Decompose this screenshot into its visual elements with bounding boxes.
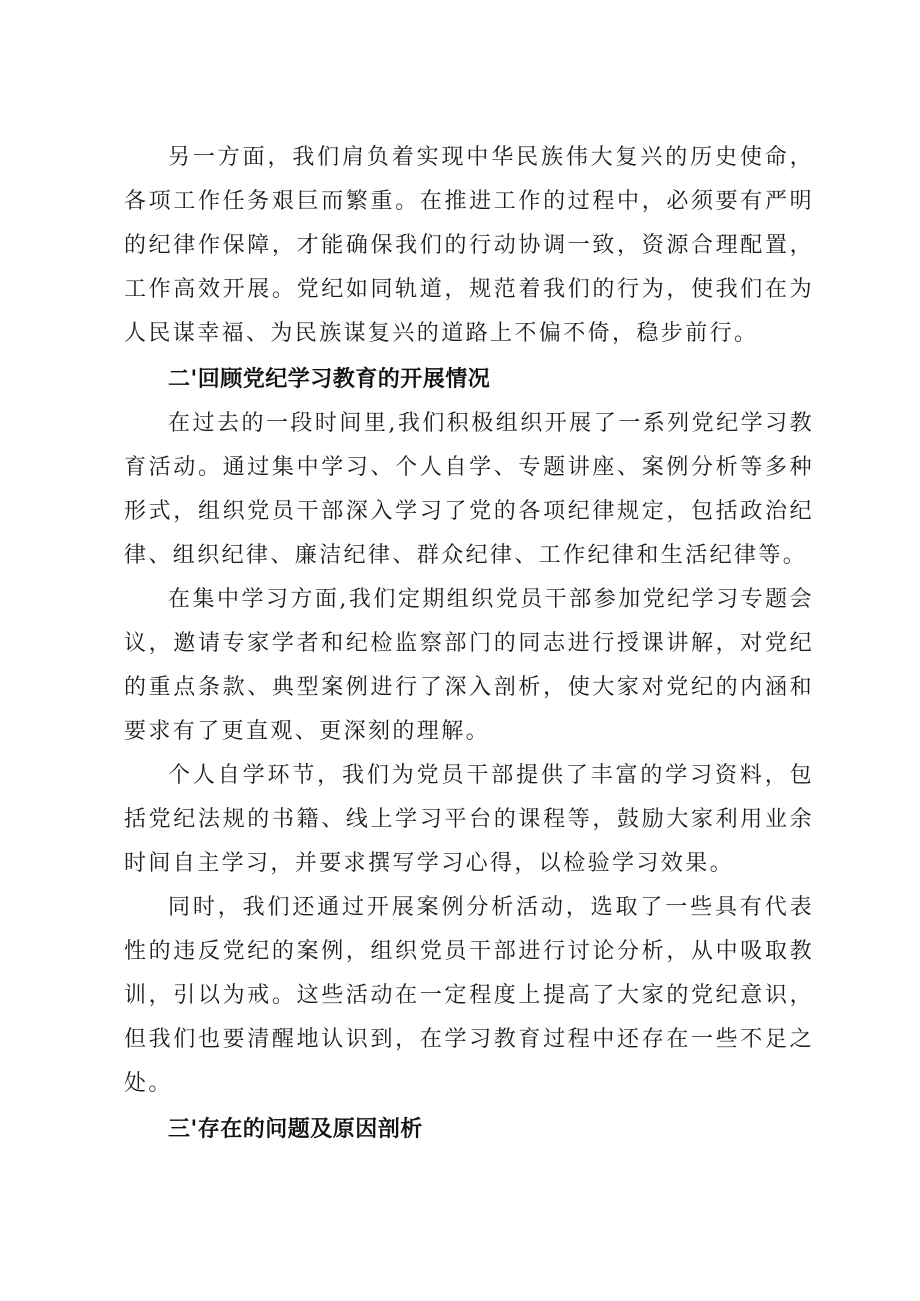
paragraph-case-analysis: 同时，我们还通过开展案例分析活动，选取了一些具有代表性的违反党纪的案例，组织党员干部进行讨论分析，从中吸取教训，引以为戒。这些活动在一定程度上提高了大家的党纪意识，但我们也要清醒地认识到，在学习教育过程中还存在一些不足之处。: [124, 895, 814, 1096]
section-heading-2: 二'回顾党纪学习教育的开展情况: [168, 367, 491, 392]
paragraph-self-study: 个人自学环节，我们为党员干部提供了丰富的学习资料，包括党纪法规的书籍、线上学习平台的课程等，鼓励大家利用业余时间自主学习，并要求撰写学习心得，以检验学习效果。: [124, 763, 814, 876]
section-heading-3: 三'存在的问题及原因剖析: [168, 1117, 423, 1142]
paragraph-education-overview: 在过去的一段时间里,我们积极组织开展了一系列党纪学习教育活动。通过集中学习、个人自学、专题讲座、案例分析等多种形式，组织党员干部深入学习了党的各项纪律规定，包括政治纪律、组织纪律、廉洁纪律、群众纪律、工作纪律和生活纪律等。: [124, 411, 814, 568]
paragraph-historical-mission: 另一方面，我们肩负着实现中华民族伟大复兴的历史使命，各项工作任务艰巨而繁重。在推进工作的过程中，必须要有严明的纪律作保障，才能确保我们的行动协调一致，资源合理配置，工作高效开展。党纪如同轨道，规范着我们的行为，使我们在为人民谋幸福、为民族谋复兴的道路上不偏不倚，稳步前行。: [124, 145, 814, 346]
paragraph-centralized-study: 在集中学习方面,我们定期组织党员干部参加党纪学习专题会议，邀请专家学者和纪检监察部门的同志进行授课讲解，对党纪的重点条款、典型案例进行了深入剖析，使大家对党纪的内涵和要求有了更直观、更深刻的理解。: [124, 587, 814, 744]
document-page: [124, 136, 814, 1152]
